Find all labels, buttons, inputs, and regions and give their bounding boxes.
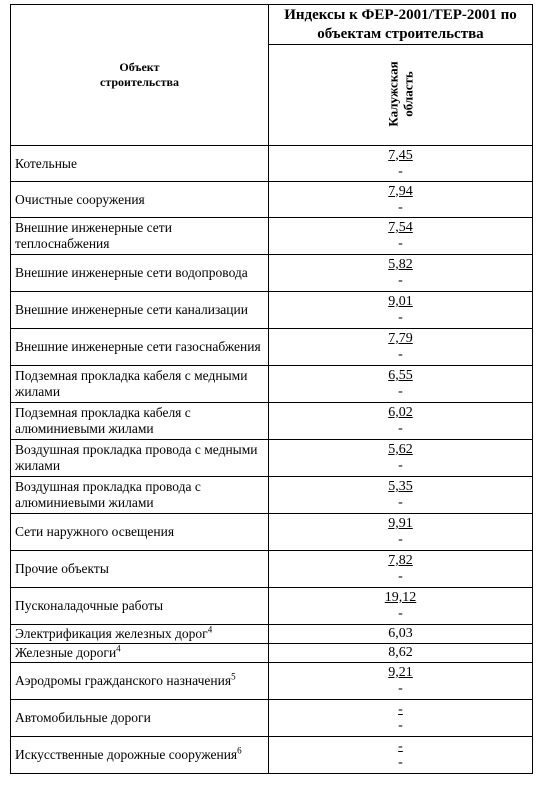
object-name-cell — [11, 514, 269, 551]
index-value-secondary: - — [398, 421, 403, 436]
header-object-cell — [11, 5, 269, 146]
index-value — [269, 368, 532, 384]
header-index-label: Индексы к ФЕР-2001/ТЕР-2001 по объектам строительства — [284, 6, 517, 42]
table-row — [11, 644, 533, 663]
index-value — [269, 148, 532, 164]
header-region-cell — [269, 45, 533, 146]
index-value-secondary: - — [398, 310, 403, 325]
table-row — [11, 700, 533, 737]
index-value-cell — [269, 700, 533, 737]
footnote-ref: 6 — [237, 745, 242, 756]
index-value-text: 7,45 — [388, 147, 413, 163]
region-line-2: область — [400, 71, 416, 117]
object-name-cell — [11, 182, 269, 218]
index-value-text: 19,12 — [384, 590, 417, 605]
index-value-secondary: - — [398, 273, 403, 288]
object-name: Внешние инженерные сети водопровода — [15, 265, 248, 280]
index-value — [269, 331, 532, 347]
table-row — [11, 146, 533, 182]
object-name: Подземная прокладка кабеля с алюминиевыми жилами — [15, 405, 191, 436]
index-value-text: - — [398, 739, 403, 754]
index-value — [269, 294, 532, 310]
footnote-ref: 4 — [116, 643, 121, 654]
index-value-cell — [269, 644, 533, 663]
object-name: Подземная прокладка кабеля с медными жилами — [15, 368, 248, 399]
index-value-secondary: - — [398, 199, 403, 215]
table-row — [11, 663, 533, 700]
index-value-text: 7,94 — [388, 183, 413, 199]
index-value — [269, 184, 532, 200]
index-value-text: 9,21 — [388, 665, 413, 680]
object-name-cell — [11, 440, 269, 477]
index-value — [269, 739, 532, 755]
index-value-secondary: - — [398, 718, 403, 733]
table-row — [11, 292, 533, 329]
object-name: Пусконаладочные работы — [15, 598, 164, 613]
object-name: Сети наружного освещения — [15, 524, 175, 539]
index-value-text: 9,01 — [388, 294, 413, 309]
index-value-text: 7,82 — [388, 553, 413, 568]
object-name: Котельные — [15, 155, 77, 171]
index-value-text: 6,02 — [388, 405, 413, 420]
index-value-secondary: - — [398, 681, 403, 696]
index-value-text: 7,54 — [388, 220, 413, 235]
index-value-secondary: - — [398, 755, 403, 770]
index-value-cell — [269, 403, 533, 440]
index-value-secondary: - — [398, 532, 403, 547]
footnote-ref: 4 — [207, 624, 213, 635]
index-value — [269, 257, 532, 273]
object-name: Воздушная прокладка провода с алюминиевыми жилами — [15, 479, 201, 510]
table-row — [11, 182, 533, 218]
object-name: Электрификация железных дорог — [15, 626, 208, 641]
index-value — [269, 220, 532, 236]
table-row — [11, 477, 533, 514]
table-row — [11, 403, 533, 440]
object-name: Искусственные дорожные сооружения — [15, 747, 238, 762]
index-value-cell — [269, 146, 533, 182]
object-name-cell — [11, 663, 269, 700]
index-value — [269, 702, 532, 718]
index-value-secondary: - — [398, 606, 403, 621]
object-name-cell — [11, 737, 269, 774]
object-name: Прочие объекты — [15, 561, 109, 576]
index-value-text: - — [398, 702, 403, 717]
index-value — [269, 442, 532, 458]
index-value-secondary: - — [398, 569, 403, 584]
index-value-cell — [269, 625, 533, 644]
index-value-secondary: - — [398, 347, 403, 362]
object-name-cell — [11, 366, 269, 403]
table-row — [11, 588, 533, 625]
index-value-text: 5,82 — [388, 257, 413, 272]
table-row — [11, 551, 533, 588]
object-name: Внешние инженерные сети канализации — [15, 302, 248, 317]
object-name: Очистные сооружения — [15, 191, 145, 207]
index-value — [269, 665, 532, 681]
footnote-ref: 5 — [231, 671, 236, 682]
region-line-1: Калужская — [385, 61, 401, 127]
object-name-cell — [11, 700, 269, 737]
index-value: 6,03 — [388, 626, 413, 641]
index-value — [269, 479, 532, 495]
index-value-cell — [269, 218, 533, 255]
index-value-text: 5,62 — [388, 442, 413, 457]
index-value — [269, 590, 532, 606]
header-region-label — [386, 61, 416, 126]
index-value-secondary: - — [398, 384, 403, 399]
object-name: Воздушная прокладка провода с медными жилами — [15, 442, 258, 473]
index-value-cell — [269, 663, 533, 700]
table-row — [11, 366, 533, 403]
index-value-text: 9,91 — [388, 516, 413, 531]
index-value-cell — [269, 477, 533, 514]
table-row — [11, 625, 533, 644]
table-row — [11, 737, 533, 774]
index-value-cell — [269, 182, 533, 218]
index-value-cell — [269, 588, 533, 625]
index-value-secondary: - — [398, 495, 403, 510]
index-value-secondary: - — [398, 163, 403, 179]
index-value — [269, 516, 532, 532]
object-name: Аэродромы гражданского назначения — [15, 673, 232, 688]
object-name: Железные дороги — [15, 645, 117, 660]
index-value-cell — [269, 514, 533, 551]
table-row — [11, 329, 533, 366]
table-row — [11, 514, 533, 551]
object-name-cell — [11, 625, 269, 644]
index-value-text: 6,55 — [388, 368, 413, 383]
object-name-cell — [11, 146, 269, 182]
object-name: Внешние инженерные сети газоснабжения — [15, 339, 261, 354]
index-value-secondary: - — [398, 236, 403, 251]
table-row — [11, 255, 533, 292]
object-name: Автомобильные дороги — [15, 710, 151, 725]
table-row — [11, 218, 533, 255]
object-name-cell — [11, 551, 269, 588]
object-name-cell — [11, 292, 269, 329]
object-name-cell — [11, 644, 269, 663]
object-name-cell — [11, 588, 269, 625]
header-index-cell — [269, 5, 533, 45]
index-value-cell — [269, 551, 533, 588]
index-value-cell — [269, 255, 533, 292]
index-value-cell — [269, 737, 533, 774]
index-value-text: 7,79 — [388, 331, 413, 346]
object-name-cell — [11, 403, 269, 440]
index-value: 8,62 — [388, 645, 413, 660]
object-name: Внешние инженерные сети теплоснабжения — [15, 220, 172, 251]
index-value-cell — [269, 440, 533, 477]
index-value-cell — [269, 329, 533, 366]
table-row — [11, 440, 533, 477]
index-value-text: 5,35 — [388, 479, 413, 494]
index-table — [10, 4, 533, 774]
object-name-cell — [11, 329, 269, 366]
header-object-label: Объект строительства — [100, 60, 179, 89]
index-value-cell — [269, 292, 533, 329]
object-name-cell — [11, 477, 269, 514]
index-value-cell — [269, 366, 533, 403]
index-value-secondary: - — [398, 458, 403, 473]
object-name-cell — [11, 218, 269, 255]
object-name-cell — [11, 255, 269, 292]
index-value — [269, 405, 532, 421]
index-value — [269, 553, 532, 569]
